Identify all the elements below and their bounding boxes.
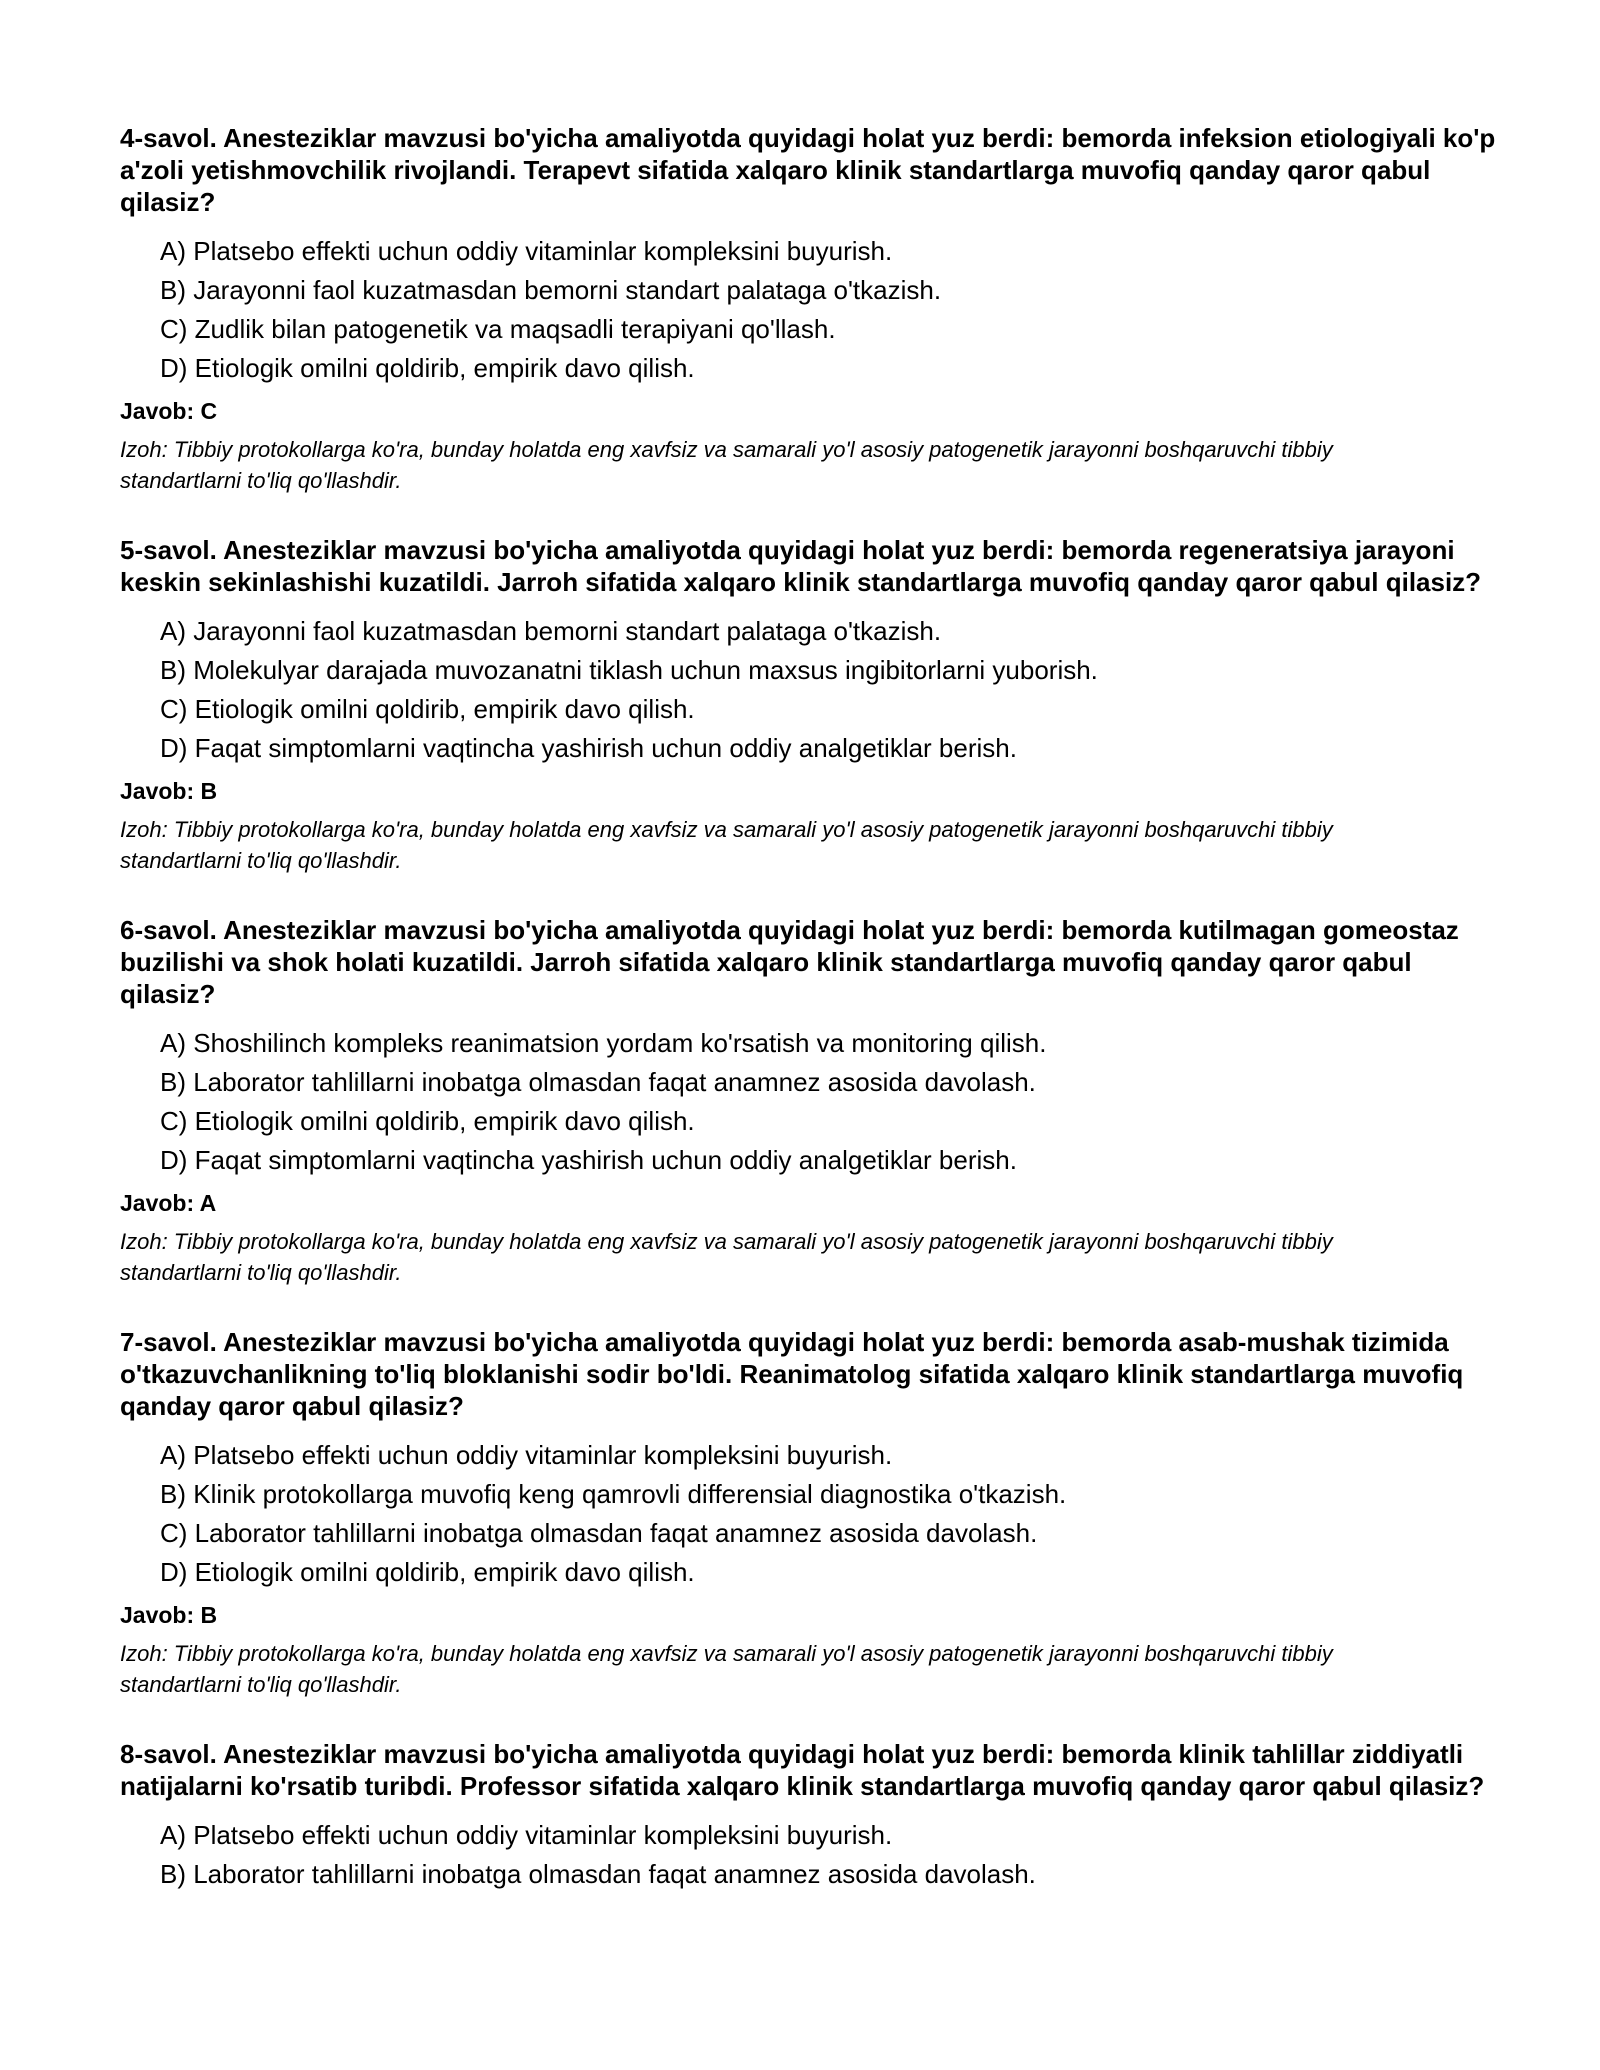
option-a: A) Platsebo effekti uchun oddiy vitaminlar kompleksini buyurish.: [160, 1440, 893, 1470]
option-a: A) Shoshilinch kompleks reanimatsion yordam ko'rsatish va monitoring qilish.: [160, 1028, 1047, 1058]
options-list: [120, 232, 1500, 388]
question-title: 5-savol. Anesteziklar mavzusi bo'yicha amaliyotda quyidagi holat yuz berdi: bemorda regeneratsiya jarayoni keskin sekinlashishi kuzatildi. Jarroh sifatida xalqaro klinik standartlarga muvofiq qanday qaror qabul qilasiz?: [120, 535, 1482, 597]
option-c: C) Etiologik omilni qoldirib, empirik davo qilish.: [160, 694, 695, 724]
option-c: C) Laborator tahlillarni inobatga olmasdan faqat anamnez asosida davolash.: [160, 1518, 1038, 1548]
option-d: D) Etiologik omilni qoldirib, empirik davo qilish.: [160, 353, 695, 383]
question-block-4: [120, 122, 1500, 496]
option-d: D) Etiologik omilni qoldirib, empirik davo qilish.: [160, 1557, 695, 1587]
option-a: A) Platsebo effekti uchun oddiy vitaminlar kompleksini buyurish.: [160, 236, 893, 266]
question-block-6: [120, 914, 1500, 1288]
options-list: [120, 1436, 1500, 1592]
option-b: B) Klinik protokollarga muvofiq keng qamrovli differensial diagnostika o'tkazish.: [160, 1479, 1067, 1509]
answer-label: Javob: A: [120, 1190, 217, 1216]
answer-label: Javob: B: [120, 1602, 218, 1628]
answer-label: Javob: B: [120, 778, 218, 804]
options-list: [120, 1024, 1500, 1180]
question-title: 4-savol. Anesteziklar mavzusi bo'yicha amaliyotda quyidagi holat yuz berdi: bemorda infeksion etiologiyali ko'p a'zoli yetishmovchilik rivojlandi. Terapevt sifatida xalqaro klinik standartlarga muvofiq qanday qaror qabul qilasiz?: [120, 123, 1496, 217]
option-a: A) Jarayonni faol kuzatmasdan bemorni standart palataga o'tkazish.: [160, 616, 942, 646]
question-block-5: [120, 534, 1500, 876]
option-d: D) Faqat simptomlarni vaqtincha yashirish uchun oddiy analgetiklar berish.: [160, 733, 1017, 763]
question-block-7: [120, 1326, 1500, 1700]
option-b: B) Molekulyar darajada muvozanatni tiklash uchun maxsus ingibitorlarni yuborish.: [160, 655, 1098, 685]
option-b: B) Laborator tahlillarni inobatga olmasdan faqat anamnez asosida davolash.: [160, 1859, 1036, 1889]
options-list: [120, 1816, 1500, 1894]
explanation-note: Izoh: Tibbiy protokollarga ko'ra, bunday holatda eng xavfsiz va samarali yo'l asosiy patogenetik jarayonni boshqaruvchi tibbiy standartlarni to'liq qo'llashdir.: [120, 437, 1333, 493]
option-a: A) Platsebo effekti uchun oddiy vitaminlar kompleksini buyurish.: [160, 1820, 893, 1850]
option-b: B) Jarayonni faol kuzatmasdan bemorni standart palataga o'tkazish.: [160, 275, 942, 305]
answer-label: Javob: C: [120, 398, 218, 424]
option-c: C) Etiologik omilni qoldirib, empirik davo qilish.: [160, 1106, 695, 1136]
option-b: B) Laborator tahlillarni inobatga olmasdan faqat anamnez asosida davolash.: [160, 1067, 1036, 1097]
explanation-note: Izoh: Tibbiy protokollarga ko'ra, bunday holatda eng xavfsiz va samarali yo'l asosiy patogenetik jarayonni boshqaruvchi tibbiy standartlarni to'liq qo'llashdir.: [120, 817, 1333, 873]
question-title: 8-savol. Anesteziklar mavzusi bo'yicha amaliyotda quyidagi holat yuz berdi: bemorda klinik tahlillar ziddiyatli natijalarni ko'rsatib turibdi. Professor sifatida xalqaro klinik standartlarga muvofiq qanday qaror qabul qilasiz?: [120, 1739, 1485, 1801]
option-d: D) Faqat simptomlarni vaqtincha yashirish uchun oddiy analgetiklar berish.: [160, 1145, 1017, 1175]
option-c: C) Zudlik bilan patogenetik va maqsadli terapiyani qo'llash.: [160, 314, 836, 344]
explanation-note: Izoh: Tibbiy protokollarga ko'ra, bunday holatda eng xavfsiz va samarali yo'l asosiy patogenetik jarayonni boshqaruvchi tibbiy standartlarni to'liq qo'llashdir.: [120, 1641, 1333, 1697]
document-page: [120, 122, 1500, 1932]
question-block-8: [120, 1738, 1500, 1894]
explanation-note: Izoh: Tibbiy protokollarga ko'ra, bunday holatda eng xavfsiz va samarali yo'l asosiy patogenetik jarayonni boshqaruvchi tibbiy standartlarni to'liq qo'llashdir.: [120, 1229, 1333, 1285]
question-title: 6-savol. Anesteziklar mavzusi bo'yicha amaliyotda quyidagi holat yuz berdi: bemorda kutilmagan gomeostaz buzilishi va shok holati kuzatildi. Jarroh sifatida xalqaro klinik standartlarga muvofiq qanday qaror qabul qilasiz?: [120, 915, 1459, 1009]
question-title: 7-savol. Anesteziklar mavzusi bo'yicha amaliyotda quyidagi holat yuz berdi: bemorda asab-mushak tizimida o'tkazuvchanlikning to'liq bloklanishi sodir bo'ldi. Reanimatolog sifatida xalqaro klinik standartlarga muvofiq qanday qaror qabul qilasiz?: [120, 1327, 1464, 1421]
options-list: [120, 612, 1500, 768]
